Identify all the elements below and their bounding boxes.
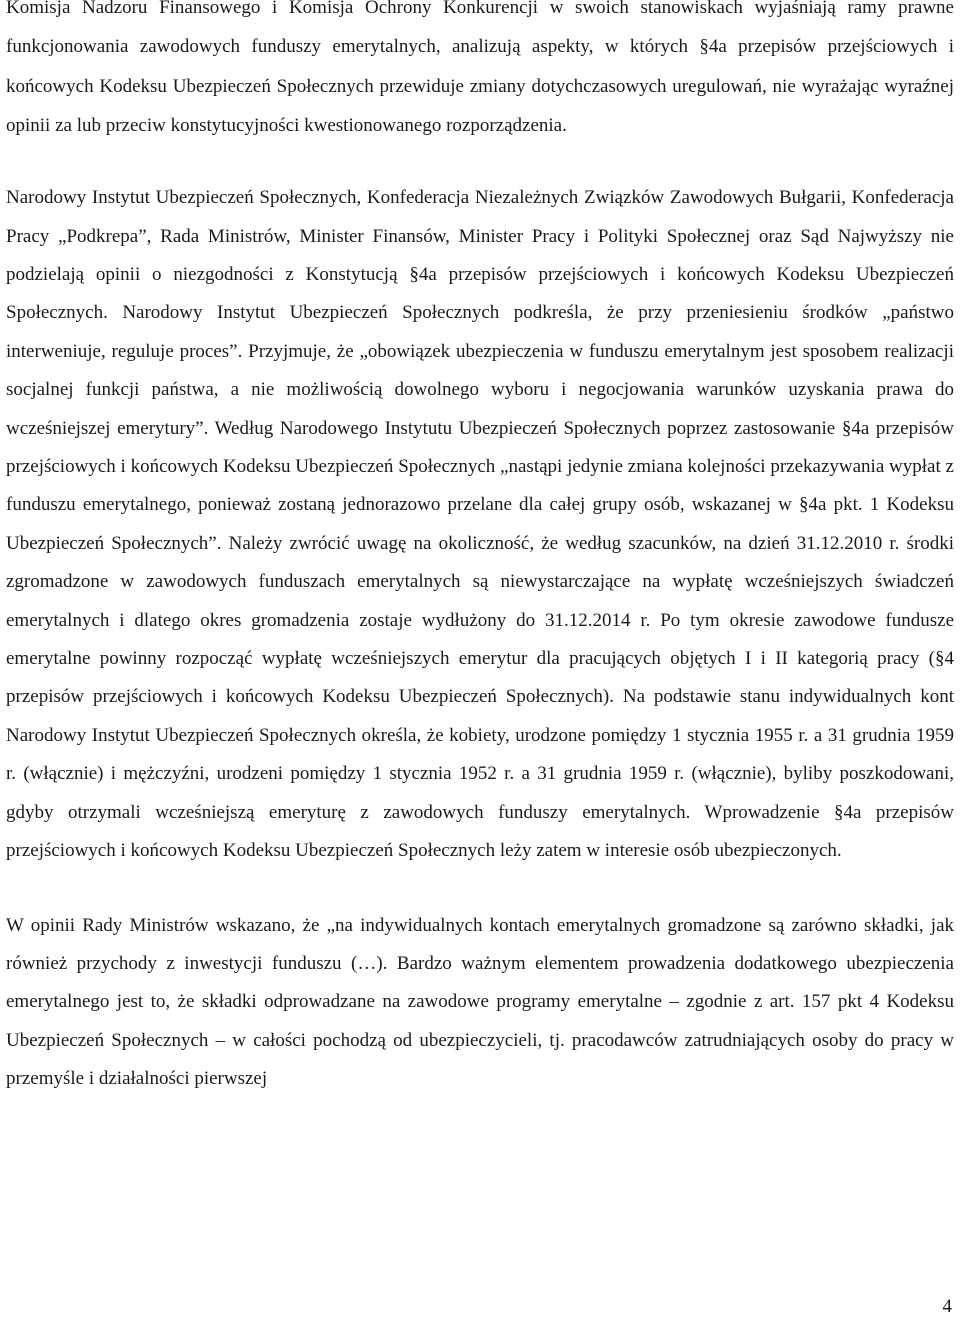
paragraph-3: W opinii Rady Ministrów wskazano, że „na indywidualnych kontach emerytalnych gromadzone są zarówno składki, jak również przychody z inwestycji funduszu (…). Bardzo ważnym elementem prowadzenia dodatkowego ubezpieczenia emerytalnego jest to, że składki odprowadzane na zawodowe programy emerytalne – zgodnie z art. 157 pkt 4 Kodeksu Ubezpieczeń Społecznych – w całości pochodzą od ubezpieczycieli, tj. pracodawców zatrudniających osoby do pracy w przemyśle i działalności pierwszej [6,914,954,1090]
document-page [6,0,954,1099]
paragraph-2: Narodowy Instytut Ubezpieczeń Społecznych, Konfederacja Niezależnych Związków Zawodowych Bułgarii, Konfederacja Pracy „Podkrepa”, Rada Ministrów, Minister Finansów, Minister Pracy i Polityki Społecznej oraz Sąd Najwyższy nie podzielają opinii o niezgodności z Konstytucją §4a przepisów przejściowych i końcowych Kodeksu Ubezpieczeń Społecznych. Narodowy Instytut Ubezpieczeń Społecznych podkreśla, że przy przeniesieniu środków „państwo interweniuje, reguluje proces”. Przyjmuje, że „obowiązek ubezpieczenia w funduszu emerytalnym jest sposobem realizacji socjalnej funkcji państwa, a nie możliwością dowolnego wyboru i negocjowania warunków uzyskania prawa do wcześniejszej emerytury”. Według Narodowego Instytutu Ubezpieczeń Społecznych poprzez zastosowanie §4a przepisów przejściowych i końcowych Kodeksu Ubezpieczeń Społecznych „nastąpi jedynie zmiana kolejności przekazywania wypłat z funduszu emerytalnego, ponieważ zostaną jednorazowo przelane dla całej grupy osób, wskazanej w §4a pkt. 1 Kodeksu Ubezpieczeń Społecznych”. Należy zwrócić uwagę na okoliczność, że według szacunków, na dzień 31.12.2010 r. środki zgromadzone w zawodowych funduszach emerytalnych są niewystarczające na wypłatę wcześniejszych świadczeń emerytalnych i dlatego okres gromadzenia zostaje wydłużony do 31.12.2014 r. Po tym okresie zawodowe fundusze emerytalne powinny rozpocząć wypłatę wcześniejszych emerytur dla pracujących objętych I i II kategorią pracy (§4 przepisów przejściowych i końcowych Kodeksu Ubezpieczeń Społecznych). Na podstawie stanu indywidualnych kont Narodowy Instytut Ubezpieczeń Społecznych określa, że kobiety, urodzone pomiędzy 1 stycznia 1955 r. a 31 grudnia 1959 r. (włącznie) i mężczyźni, urodzeni pomiędzy 1 stycznia 1952 r. a 31 grudnia 1959 r. (włącznie), byliby poszkodowani, gdyby otrzymali wcześniejszą emeryturę z zawodowych funduszy emerytalnych. Wprowadzenie §4a przepisów przejściowych i końcowych Kodeksu Ubezpieczeń Społecznych leży zatem w interesie osób ubezpieczonych. [6,187,954,862]
page-number: 4 [942,1296,952,1317]
paragraph-1: Komisja Nadzoru Finansowego i Komisja Ochrony Konkurencji w swoich stanowiskach wyjaśniają ramy prawne funkcjonowania zawodowych funduszy emerytalnych, analizują aspekty, w których §4a przepisów przejściowych i końcowych Kodeksu Ubezpieczeń Społecznych przewiduje zmiany dotychczasowych uregulowań, nie wyrażając wyraźnej opinii za lub przeciw konstytucyjności kwestionowanego rozporządzenia. [6,0,954,136]
